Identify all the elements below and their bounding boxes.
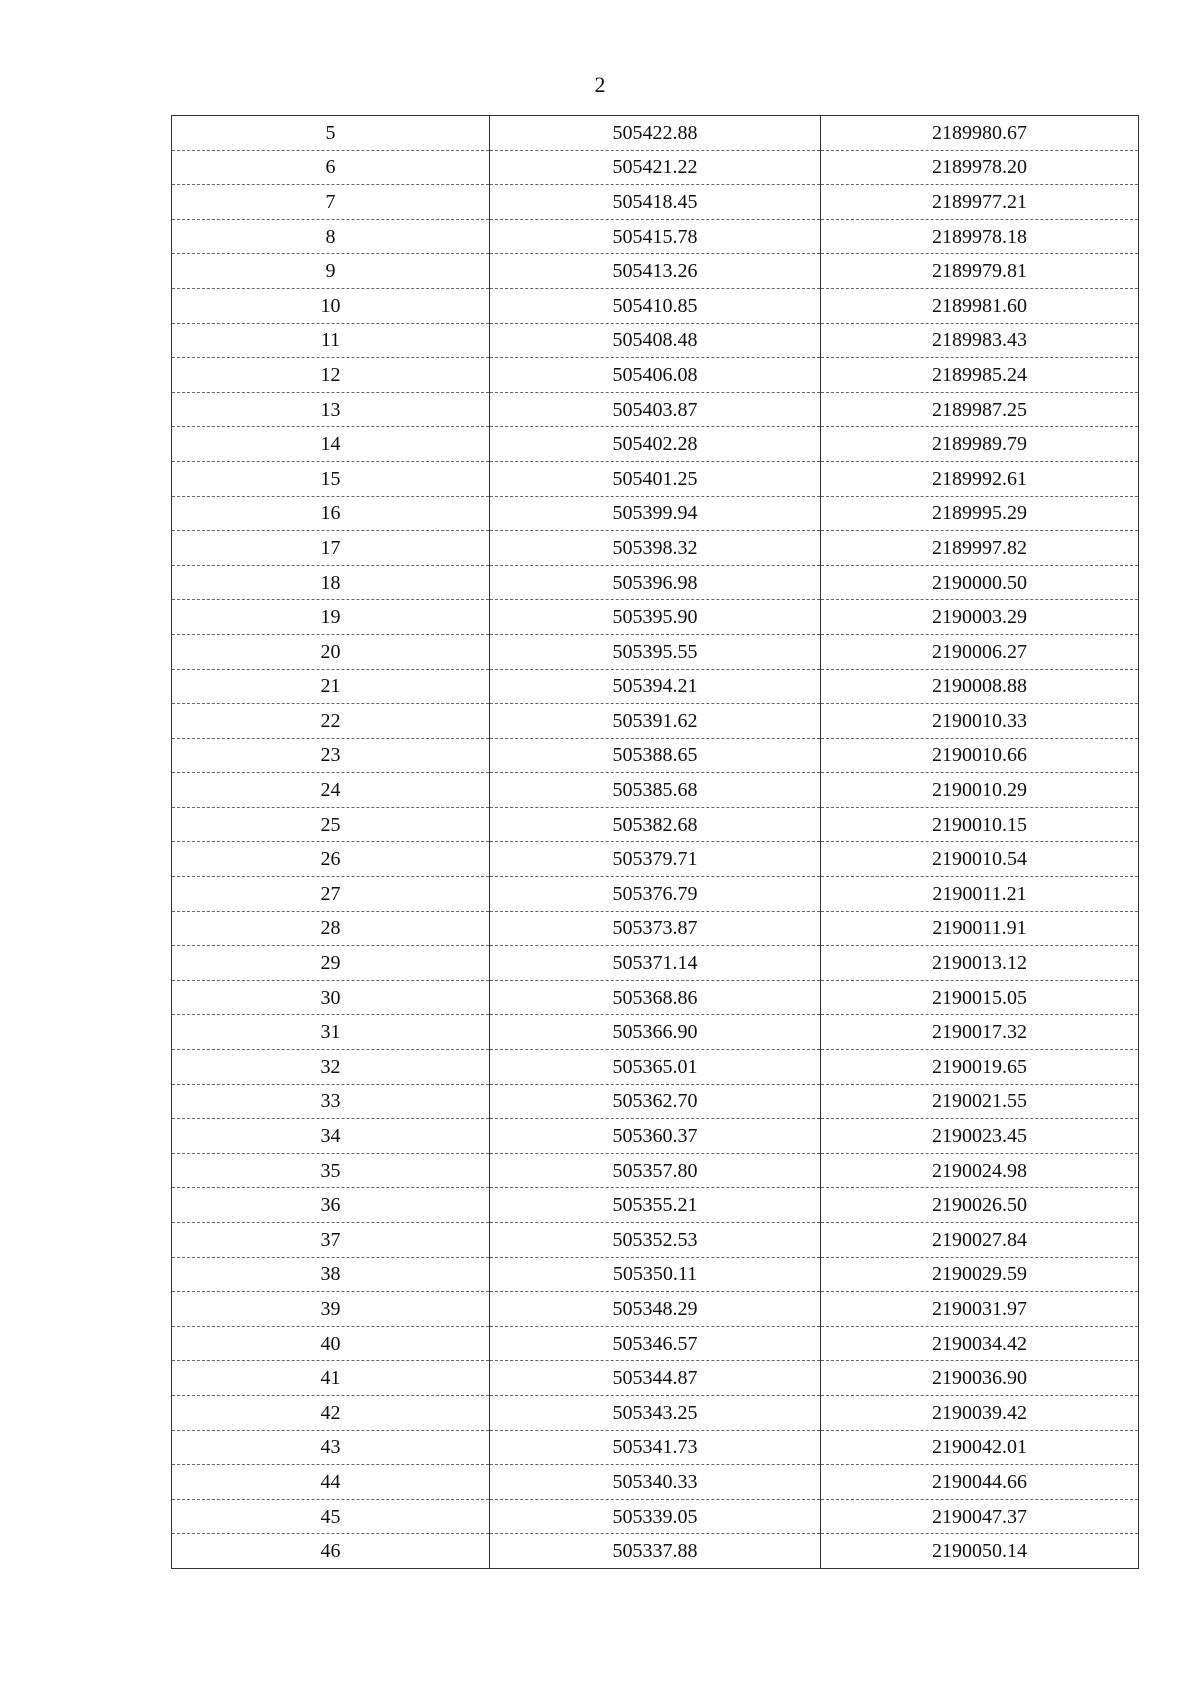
point-number-cell: 31 xyxy=(172,1015,490,1050)
x-coordinate-cell: 505360.37 xyxy=(490,1119,821,1154)
x-coordinate-cell: 505343.25 xyxy=(490,1395,821,1430)
point-number-cell: 33 xyxy=(172,1084,490,1119)
x-coordinate-cell: 505413.26 xyxy=(490,254,821,289)
x-coordinate-cell: 505350.11 xyxy=(490,1257,821,1292)
table-row xyxy=(172,531,1139,566)
point-number-cell: 21 xyxy=(172,669,490,704)
y-coordinate-cell: 2190036.90 xyxy=(821,1361,1139,1396)
table-row xyxy=(172,496,1139,531)
point-number-cell: 42 xyxy=(172,1395,490,1430)
table-row xyxy=(172,1188,1139,1223)
y-coordinate-cell: 2190039.42 xyxy=(821,1395,1139,1430)
table-row xyxy=(172,392,1139,427)
x-coordinate-cell: 505421.22 xyxy=(490,150,821,185)
table-row xyxy=(172,877,1139,912)
y-coordinate-cell: 2190006.27 xyxy=(821,634,1139,669)
x-coordinate-cell: 505368.86 xyxy=(490,980,821,1015)
x-coordinate-cell: 505352.53 xyxy=(490,1223,821,1258)
x-coordinate-cell: 505398.32 xyxy=(490,531,821,566)
y-coordinate-cell: 2190019.65 xyxy=(821,1050,1139,1085)
point-number-cell: 14 xyxy=(172,427,490,462)
table-row xyxy=(172,634,1139,669)
table-row xyxy=(172,911,1139,946)
y-coordinate-cell: 2190011.21 xyxy=(821,877,1139,912)
table-row xyxy=(172,323,1139,358)
x-coordinate-cell: 505346.57 xyxy=(490,1326,821,1361)
table-row xyxy=(172,185,1139,220)
y-coordinate-cell: 2189989.79 xyxy=(821,427,1139,462)
table-row xyxy=(172,1534,1139,1569)
x-coordinate-cell: 505339.05 xyxy=(490,1499,821,1534)
table-row xyxy=(172,1430,1139,1465)
table-row xyxy=(172,1361,1139,1396)
x-coordinate-cell: 505379.71 xyxy=(490,842,821,877)
point-number-cell: 7 xyxy=(172,185,490,220)
point-number-cell: 28 xyxy=(172,911,490,946)
point-number-cell: 46 xyxy=(172,1534,490,1569)
x-coordinate-cell: 505388.65 xyxy=(490,738,821,773)
point-number-cell: 17 xyxy=(172,531,490,566)
point-number-cell: 32 xyxy=(172,1050,490,1085)
x-coordinate-cell: 505337.88 xyxy=(490,1534,821,1569)
table-row xyxy=(172,427,1139,462)
x-coordinate-cell: 505410.85 xyxy=(490,288,821,323)
x-coordinate-cell: 505418.45 xyxy=(490,185,821,220)
table-row xyxy=(172,565,1139,600)
point-number-cell: 43 xyxy=(172,1430,490,1465)
y-coordinate-cell: 2190013.12 xyxy=(821,946,1139,981)
table-row xyxy=(172,807,1139,842)
x-coordinate-cell: 505341.73 xyxy=(490,1430,821,1465)
x-coordinate-cell: 505396.98 xyxy=(490,565,821,600)
point-number-cell: 22 xyxy=(172,704,490,739)
x-coordinate-cell: 505366.90 xyxy=(490,1015,821,1050)
y-coordinate-cell: 2190008.88 xyxy=(821,669,1139,704)
table-row xyxy=(172,1050,1139,1085)
y-coordinate-cell: 2189992.61 xyxy=(821,461,1139,496)
y-coordinate-cell: 2189985.24 xyxy=(821,358,1139,393)
y-coordinate-cell: 2189995.29 xyxy=(821,496,1139,531)
point-number-cell: 45 xyxy=(172,1499,490,1534)
coordinates-table-body xyxy=(172,116,1139,1569)
table-row xyxy=(172,1119,1139,1154)
x-coordinate-cell: 505344.87 xyxy=(490,1361,821,1396)
point-number-cell: 44 xyxy=(172,1465,490,1500)
y-coordinate-cell: 2190026.50 xyxy=(821,1188,1139,1223)
table-row xyxy=(172,150,1139,185)
table-row xyxy=(172,1257,1139,1292)
point-number-cell: 27 xyxy=(172,877,490,912)
point-number-cell: 40 xyxy=(172,1326,490,1361)
point-number-cell: 10 xyxy=(172,288,490,323)
point-number-cell: 38 xyxy=(172,1257,490,1292)
table-row xyxy=(172,704,1139,739)
point-number-cell: 34 xyxy=(172,1119,490,1154)
point-number-cell: 18 xyxy=(172,565,490,600)
point-number-cell: 11 xyxy=(172,323,490,358)
x-coordinate-cell: 505408.48 xyxy=(490,323,821,358)
point-number-cell: 39 xyxy=(172,1292,490,1327)
x-coordinate-cell: 505402.28 xyxy=(490,427,821,462)
table-row xyxy=(172,1395,1139,1430)
x-coordinate-cell: 505403.87 xyxy=(490,392,821,427)
x-coordinate-cell: 505376.79 xyxy=(490,877,821,912)
table-row xyxy=(172,1292,1139,1327)
x-coordinate-cell: 505365.01 xyxy=(490,1050,821,1085)
x-coordinate-cell: 505348.29 xyxy=(490,1292,821,1327)
point-number-cell: 9 xyxy=(172,254,490,289)
point-number-cell: 25 xyxy=(172,807,490,842)
table-row xyxy=(172,1465,1139,1500)
table-row xyxy=(172,1223,1139,1258)
point-number-cell: 12 xyxy=(172,358,490,393)
y-coordinate-cell: 2190027.84 xyxy=(821,1223,1139,1258)
point-number-cell: 41 xyxy=(172,1361,490,1396)
page-number: 2 xyxy=(594,72,606,97)
y-coordinate-cell: 2189977.21 xyxy=(821,185,1139,220)
x-coordinate-cell: 505362.70 xyxy=(490,1084,821,1119)
x-coordinate-cell: 505340.33 xyxy=(490,1465,821,1500)
x-coordinate-cell: 505415.78 xyxy=(490,219,821,254)
table-row xyxy=(172,254,1139,289)
y-coordinate-cell: 2189981.60 xyxy=(821,288,1139,323)
point-number-cell: 30 xyxy=(172,980,490,1015)
table-row xyxy=(172,842,1139,877)
y-coordinate-cell: 2190003.29 xyxy=(821,600,1139,635)
table-row xyxy=(172,116,1139,151)
point-number-cell: 19 xyxy=(172,600,490,635)
table-row xyxy=(172,669,1139,704)
x-coordinate-cell: 505385.68 xyxy=(490,773,821,808)
point-number-cell: 5 xyxy=(172,116,490,151)
point-number-cell: 23 xyxy=(172,738,490,773)
x-coordinate-cell: 505373.87 xyxy=(490,911,821,946)
y-coordinate-cell: 2190017.32 xyxy=(821,1015,1139,1050)
table-row xyxy=(172,738,1139,773)
x-coordinate-cell: 505406.08 xyxy=(490,358,821,393)
table-row xyxy=(172,1084,1139,1119)
y-coordinate-cell: 2190011.91 xyxy=(821,911,1139,946)
table-row xyxy=(172,600,1139,635)
point-number-cell: 8 xyxy=(172,219,490,254)
table-row xyxy=(172,1153,1139,1188)
table-row xyxy=(172,1499,1139,1534)
y-coordinate-cell: 2190015.05 xyxy=(821,980,1139,1015)
y-coordinate-cell: 2189983.43 xyxy=(821,323,1139,358)
y-coordinate-cell: 2190010.15 xyxy=(821,807,1139,842)
x-coordinate-cell: 505395.55 xyxy=(490,634,821,669)
y-coordinate-cell: 2189978.18 xyxy=(821,219,1139,254)
y-coordinate-cell: 2189987.25 xyxy=(821,392,1139,427)
point-number-cell: 20 xyxy=(172,634,490,669)
y-coordinate-cell: 2190044.66 xyxy=(821,1465,1139,1500)
y-coordinate-cell: 2190050.14 xyxy=(821,1534,1139,1569)
point-number-cell: 29 xyxy=(172,946,490,981)
y-coordinate-cell: 2190031.97 xyxy=(821,1292,1139,1327)
y-coordinate-cell: 2190024.98 xyxy=(821,1153,1139,1188)
y-coordinate-cell: 2190010.29 xyxy=(821,773,1139,808)
table-row xyxy=(172,946,1139,981)
y-coordinate-cell: 2189997.82 xyxy=(821,531,1139,566)
x-coordinate-cell: 505399.94 xyxy=(490,496,821,531)
y-coordinate-cell: 2190034.42 xyxy=(821,1326,1139,1361)
point-number-cell: 13 xyxy=(172,392,490,427)
point-number-cell: 35 xyxy=(172,1153,490,1188)
table-row xyxy=(172,358,1139,393)
table-row xyxy=(172,773,1139,808)
x-coordinate-cell: 505395.90 xyxy=(490,600,821,635)
x-coordinate-cell: 505422.88 xyxy=(490,116,821,151)
table-row xyxy=(172,980,1139,1015)
y-coordinate-cell: 2190047.37 xyxy=(821,1499,1139,1534)
point-number-cell: 15 xyxy=(172,461,490,496)
table-row xyxy=(172,219,1139,254)
table-row xyxy=(172,461,1139,496)
y-coordinate-cell: 2190021.55 xyxy=(821,1084,1139,1119)
y-coordinate-cell: 2190023.45 xyxy=(821,1119,1139,1154)
y-coordinate-cell: 2190042.01 xyxy=(821,1430,1139,1465)
y-coordinate-cell: 2190010.33 xyxy=(821,704,1139,739)
x-coordinate-cell: 505382.68 xyxy=(490,807,821,842)
point-number-cell: 6 xyxy=(172,150,490,185)
x-coordinate-cell: 505355.21 xyxy=(490,1188,821,1223)
coordinates-table xyxy=(171,115,1139,1569)
table-row xyxy=(172,288,1139,323)
point-number-cell: 24 xyxy=(172,773,490,808)
x-coordinate-cell: 505401.25 xyxy=(490,461,821,496)
table-row xyxy=(172,1015,1139,1050)
point-number-cell: 16 xyxy=(172,496,490,531)
x-coordinate-cell: 505357.80 xyxy=(490,1153,821,1188)
point-number-cell: 36 xyxy=(172,1188,490,1223)
table-row xyxy=(172,1326,1139,1361)
x-coordinate-cell: 505391.62 xyxy=(490,704,821,739)
x-coordinate-cell: 505371.14 xyxy=(490,946,821,981)
x-coordinate-cell: 505394.21 xyxy=(490,669,821,704)
point-number-cell: 37 xyxy=(172,1223,490,1258)
y-coordinate-cell: 2190000.50 xyxy=(821,565,1139,600)
y-coordinate-cell: 2190029.59 xyxy=(821,1257,1139,1292)
y-coordinate-cell: 2189979.81 xyxy=(821,254,1139,289)
y-coordinate-cell: 2189978.20 xyxy=(821,150,1139,185)
y-coordinate-cell: 2190010.54 xyxy=(821,842,1139,877)
y-coordinate-cell: 2190010.66 xyxy=(821,738,1139,773)
point-number-cell: 26 xyxy=(172,842,490,877)
y-coordinate-cell: 2189980.67 xyxy=(821,116,1139,151)
